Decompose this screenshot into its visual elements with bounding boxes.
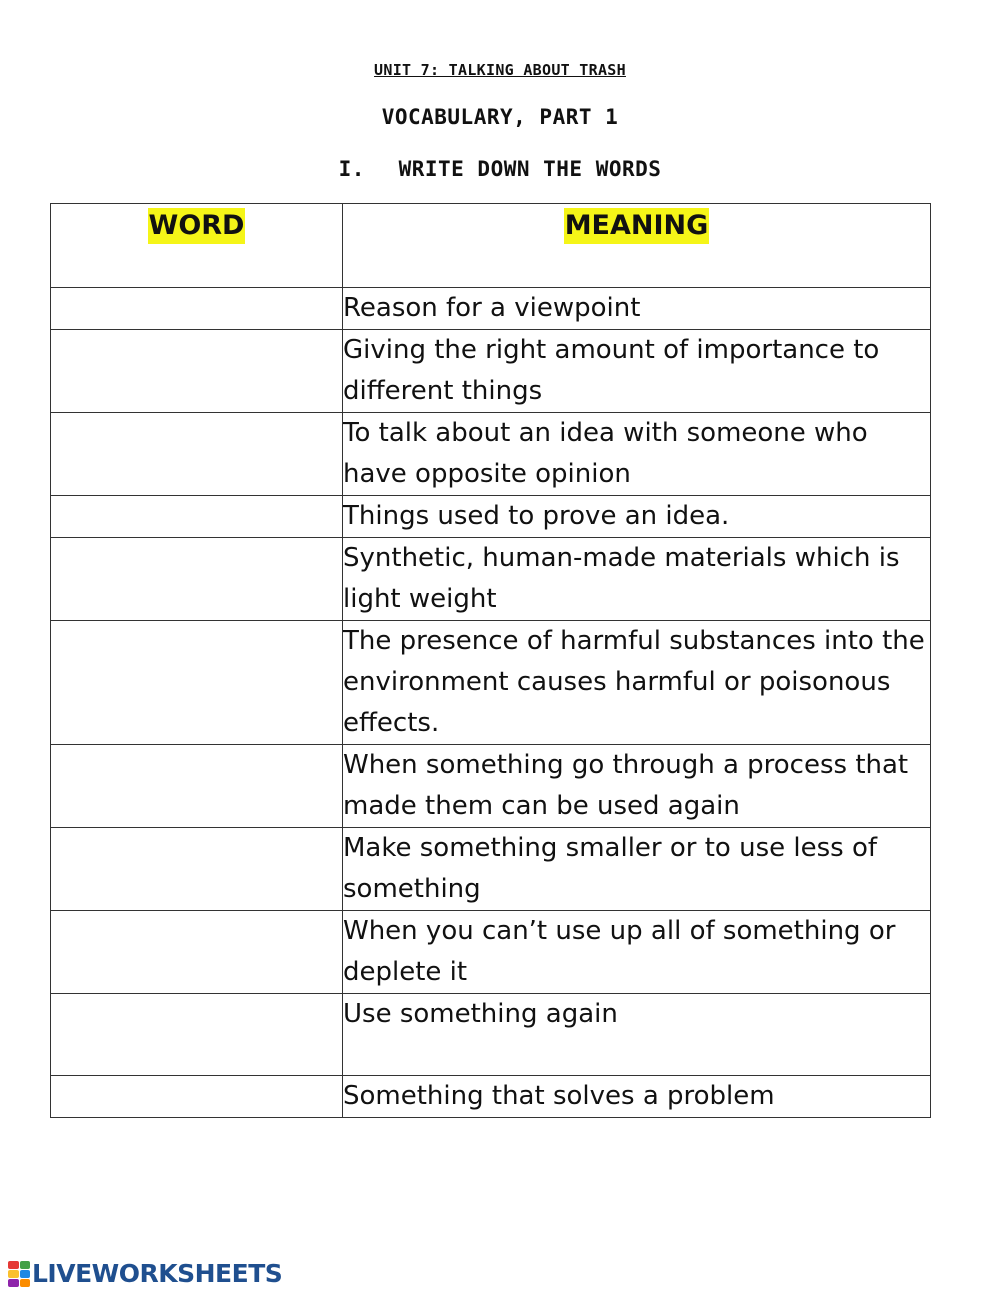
word-answer-cell[interactable] bbox=[51, 496, 343, 538]
word-answer-cell[interactable] bbox=[51, 994, 343, 1076]
table-row bbox=[51, 538, 931, 621]
word-answer-cell[interactable] bbox=[51, 1076, 343, 1118]
word-answer-cell[interactable] bbox=[51, 538, 343, 621]
meaning-cell: The presence of harmful substances into the environment causes harmful or poisonous effects. bbox=[343, 621, 931, 745]
liveworksheets-logo-icon bbox=[8, 1261, 30, 1287]
table-row bbox=[51, 621, 931, 745]
word-answer-cell[interactable] bbox=[51, 828, 343, 911]
table-row bbox=[51, 496, 931, 538]
meaning-cell: Use something again bbox=[343, 994, 931, 1076]
instruction-heading bbox=[0, 157, 1000, 181]
table-row bbox=[51, 911, 931, 994]
liveworksheets-brand[interactable] bbox=[8, 1259, 282, 1288]
word-answer-cell[interactable] bbox=[51, 288, 343, 330]
meaning-cell: Giving the right amount of importance to different things bbox=[343, 330, 931, 413]
table-row bbox=[51, 330, 931, 413]
word-answer-cell[interactable] bbox=[51, 330, 343, 413]
meaning-cell: To talk about an idea with someone who have opposite opinion bbox=[343, 413, 931, 496]
word-answer-cell[interactable] bbox=[51, 413, 343, 496]
meaning-cell: Synthetic, human-made materials which is light weight bbox=[343, 538, 931, 621]
word-answer-cell[interactable] bbox=[51, 621, 343, 745]
vocabulary-table bbox=[50, 203, 931, 1118]
table-row bbox=[51, 413, 931, 496]
word-answer-cell[interactable] bbox=[51, 745, 343, 828]
table-row bbox=[51, 745, 931, 828]
meaning-cell: When you can’t use up all of something or deplete it bbox=[343, 911, 931, 994]
section-title: VOCABULARY, PART 1 bbox=[381, 105, 619, 129]
meaning-cell: Reason for a viewpoint bbox=[343, 288, 931, 330]
instruction-text: WRITE DOWN THE WORDS bbox=[398, 157, 662, 181]
table-row bbox=[51, 994, 931, 1076]
meaning-cell: Something that solves a problem bbox=[343, 1076, 931, 1118]
table-row bbox=[51, 828, 931, 911]
meaning-cell: Make something smaller or to use less of something bbox=[343, 828, 931, 911]
table-row bbox=[51, 1076, 931, 1118]
column-header-word-label: WORD bbox=[148, 208, 246, 244]
meaning-cell: When something go through a process that made them can be used again bbox=[343, 745, 931, 828]
brand-name: LIVEWORKSHEETS bbox=[32, 1259, 283, 1288]
table-header-row bbox=[51, 204, 931, 288]
word-answer-cell[interactable] bbox=[51, 911, 343, 994]
unit-title: UNIT 7: TALKING ABOUT TRASH bbox=[374, 61, 626, 79]
meaning-cell: Things used to prove an idea. bbox=[343, 496, 931, 538]
column-header-meaning bbox=[343, 204, 931, 288]
table-row bbox=[51, 288, 931, 330]
instruction-number: I. bbox=[338, 157, 365, 181]
column-header-word bbox=[51, 204, 343, 288]
column-header-meaning-label: MEANING bbox=[564, 208, 710, 244]
